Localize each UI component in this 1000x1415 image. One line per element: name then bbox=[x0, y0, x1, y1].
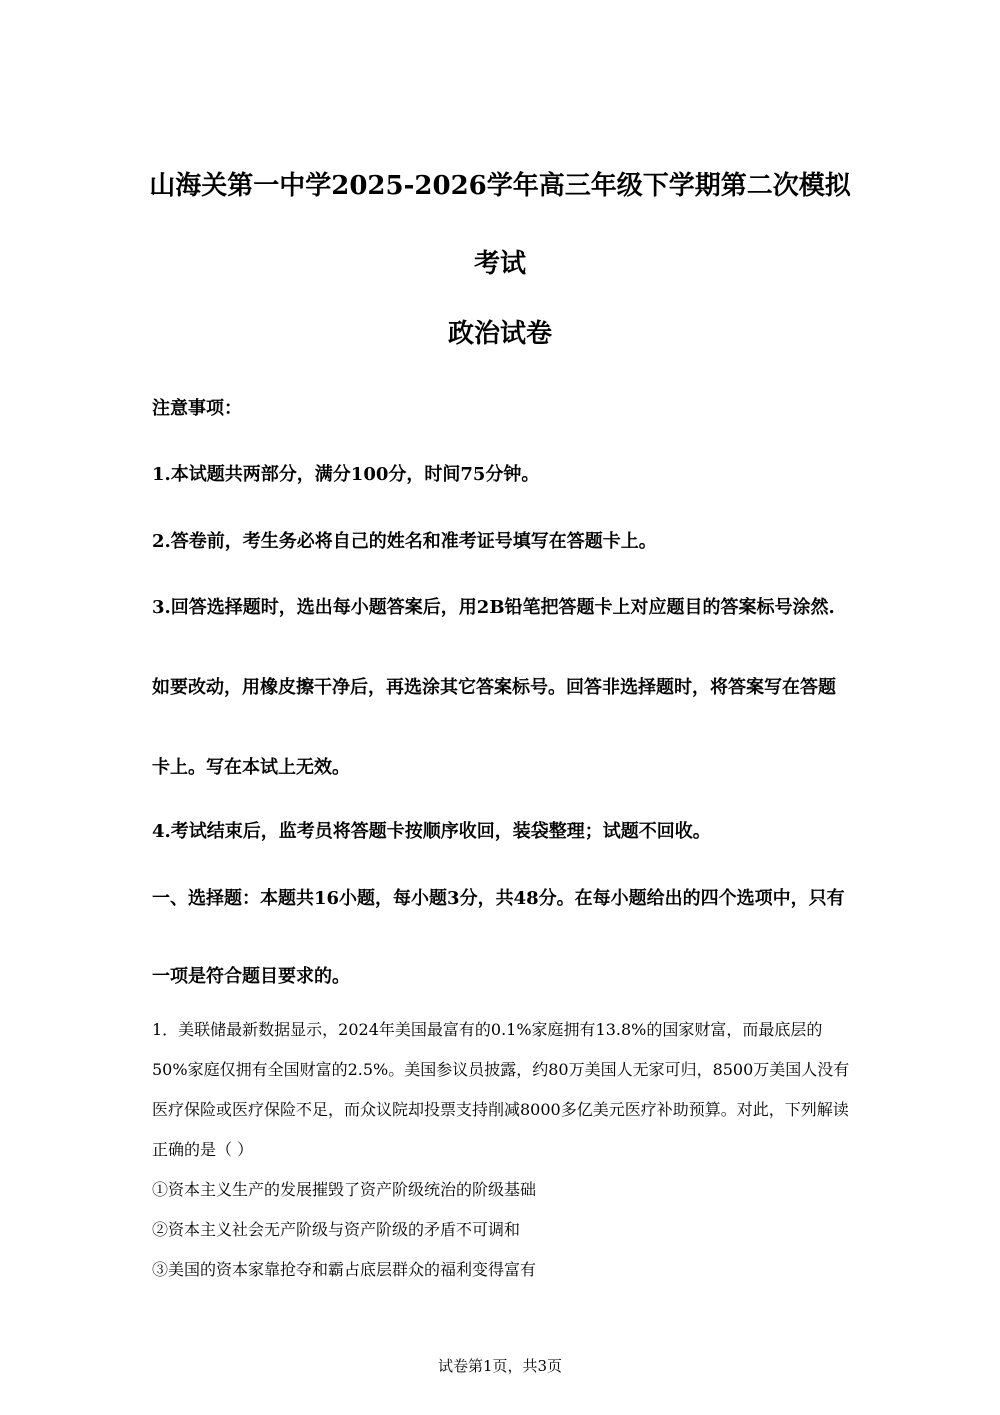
section-heading: 一、选择题：本题共16小题，每小题3分，共48分。在每小题给出的四个选项中，只有一项是符合题目要求的。 bbox=[152, 888, 845, 987]
note-item-2: 2.答卷前，考生务必将自己的姓名和准考证号填写在答题卡上。 bbox=[152, 531, 657, 552]
question-option-1: ①资本主义生产的发展摧毁了资产阶级统治的阶级基础 bbox=[152, 1180, 537, 1199]
page-footer: 试卷第1页，共3页 bbox=[437, 1357, 563, 1375]
note-item-1: 1.本试题共两部分，满分100分，时间75分钟。 bbox=[152, 464, 540, 485]
question-stem: 1．美联储最新数据显示，2024年美国最富有的0.1%家庭拥有13.8%的国家财富，而最底层的50%家庭仅拥有全国财富的2.5%。美国参议员披露，约80万美国人无家可归，8500万美国人没有医疗保险或医疗保险不足，而众议院却投票支持削减8000多亿美元医疗补助预算。对此，下列解读正确的是（ ） bbox=[152, 1020, 850, 1159]
exam-title-line2: 考试 bbox=[473, 249, 526, 279]
note-item-4: 4.考试结束后，监考员将答题卡按顺序收回，装袋整理；试题不回收。 bbox=[152, 821, 711, 842]
notes-heading: 注意事项： bbox=[152, 398, 242, 419]
subject-title: 政治试卷 bbox=[447, 319, 552, 349]
note-item-3: 3.回答选择题时，选出每小题答案后，用2B铅笔把答题卡上对应题目的答案标号涂然.如要改动，用橡皮擦干净后，再选涂其它答案标号。回答非选择题时，将答案写在答题卡上。写在本试上无效。 bbox=[152, 597, 836, 778]
question-option-2: ②资本主义社会无产阶级与资产阶级的矛盾不可调和 bbox=[152, 1220, 521, 1239]
question-1 bbox=[152, 1010, 852, 1290]
question-option-3: ③美国的资本家靠抢夺和霸占底层群众的福利变得富有 bbox=[152, 1260, 537, 1279]
exam-title-line1: 山海关第一中学2025-2026学年高三年级下学期第二次模拟 bbox=[149, 171, 851, 201]
